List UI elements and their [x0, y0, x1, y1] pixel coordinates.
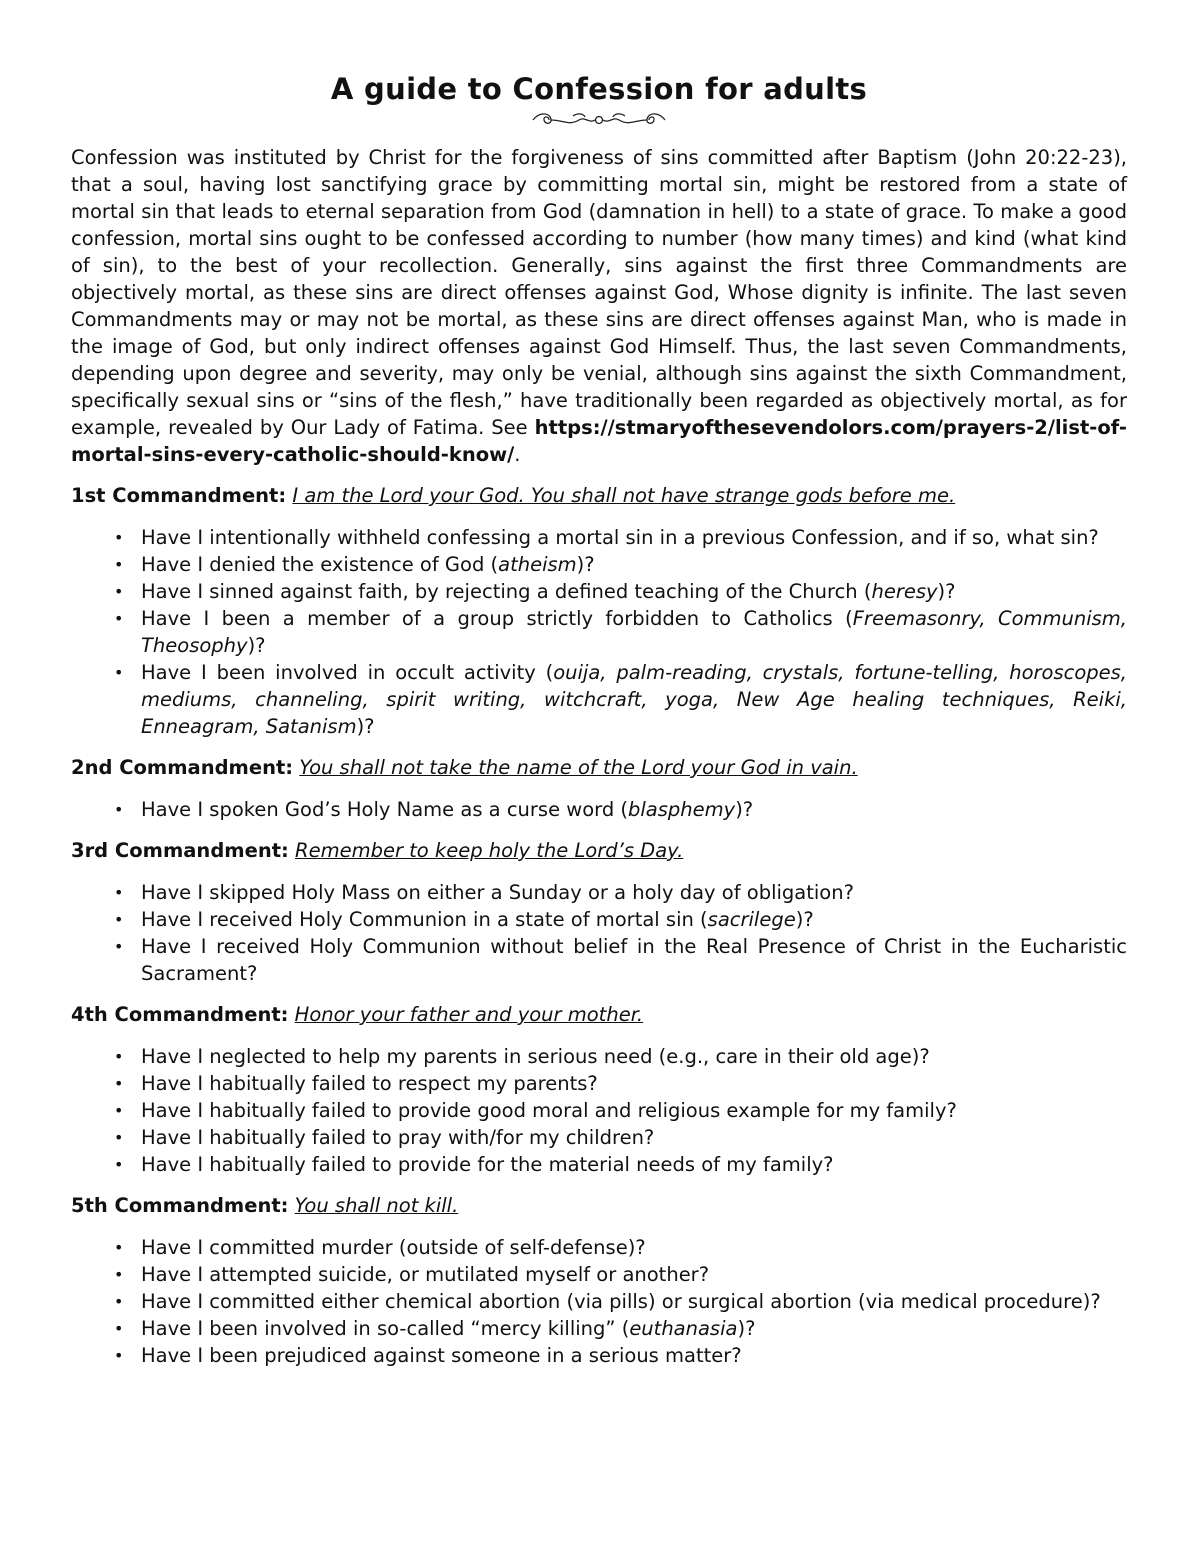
commandment-heading	[71, 482, 1127, 509]
question-text: Have I committed murder (outside of self-defense)?	[141, 1236, 646, 1259]
italic-term: ouija, palm-reading, crystals, fortune-telling, horoscopes, mediums, channeling, spirit writing, witchcraft, yoga, New Age healing techniques, Reiki, Enneagram, Satanism	[141, 661, 1127, 738]
list-item	[71, 605, 1127, 659]
intro-end: .	[514, 443, 521, 466]
bullet-icon: •	[114, 528, 124, 547]
bullet-icon: •	[114, 1346, 124, 1365]
question-text: Have I spoken God’s Holy Name as a curse word (	[141, 798, 629, 821]
list-item	[71, 1315, 1127, 1342]
commandment-label: 1st Commandment:	[71, 484, 287, 507]
italic-term: atheism	[498, 553, 577, 576]
question-text: )?	[356, 715, 375, 738]
list-item	[71, 1342, 1127, 1369]
italic-term: euthanasia	[629, 1317, 738, 1340]
bullet-icon: •	[114, 1238, 124, 1257]
bullet-icon: •	[114, 609, 124, 628]
commandment-heading	[71, 1001, 1127, 1028]
question-text: Have I received Holy Communion in a state of mortal sin (	[141, 908, 708, 931]
question-text: Have I sinned against faith, by rejecting a defined teaching of the Church (	[141, 580, 872, 603]
question-text: Have I attempted suicide, or mutilated myself or another?	[141, 1263, 710, 1286]
bullet-icon: •	[114, 1155, 124, 1174]
bullet-icon: •	[114, 582, 124, 601]
commandments-list	[71, 482, 1127, 1369]
bullet-icon: •	[114, 937, 124, 956]
list-item	[71, 1288, 1127, 1315]
list-item	[71, 879, 1127, 906]
question-text: )?	[737, 1317, 756, 1340]
question-list	[71, 1043, 1127, 1178]
question-text: Have I received Holy Communion without belief in the Real Presence of Christ in the Eucharistic Sacrament?	[141, 935, 1127, 985]
bullet-icon: •	[114, 1128, 124, 1147]
question-text: )?	[735, 798, 754, 821]
list-item	[71, 796, 1127, 823]
list-item	[71, 1070, 1127, 1097]
question-text: Have I neglected to help my parents in serious need (e.g., care in their old age)?	[141, 1045, 930, 1068]
commandment-heading	[71, 837, 1127, 864]
page-title: A guide to Confession for adults	[330, 72, 868, 106]
question-text: Have I committed either chemical abortion (via pills) or surgical abortion (via medical procedure)?	[141, 1290, 1101, 1313]
bullet-icon: •	[114, 1292, 124, 1311]
question-text: )?	[576, 553, 595, 576]
question-text: Have I intentionally withheld confessing a mortal sin in a previous Confession, and if so, what sin?	[141, 526, 1099, 549]
list-item	[71, 906, 1127, 933]
commandment-label: 5th Commandment:	[71, 1194, 289, 1217]
list-item	[71, 1151, 1127, 1178]
question-text: Have I skipped Holy Mass on either a Sunday or a holy day of obligation?	[141, 881, 854, 904]
commandment-quote: Honor your father and your mother.	[294, 1003, 644, 1026]
list-item	[71, 1261, 1127, 1288]
question-list	[71, 1234, 1127, 1369]
list-item	[71, 551, 1127, 578]
bullet-icon: •	[114, 663, 124, 682]
question-text: Have I been involved in occult activity (	[141, 661, 554, 684]
italic-term: blasphemy	[628, 798, 736, 821]
bullet-icon: •	[114, 1265, 124, 1284]
list-item	[71, 1043, 1127, 1070]
list-item	[71, 933, 1127, 987]
question-list	[71, 879, 1127, 987]
question-text: Have I been prejudiced against someone in a serious matter?	[141, 1344, 742, 1367]
list-item	[71, 524, 1127, 551]
commandment-quote: Remember to keep holy the Lord’s Day.	[295, 839, 684, 862]
italic-term: heresy	[871, 580, 938, 603]
commandment-heading	[71, 1192, 1127, 1219]
commandment-label: 3rd Commandment:	[71, 839, 289, 862]
commandment-label: 2nd Commandment:	[71, 756, 294, 779]
intro-paragraph	[71, 144, 1127, 468]
intro-text: Confession was instituted by Christ for the forgiveness of sins committed after Baptism (John 20:22-23), that a soul, having lost sanctifying grace by committing mortal sin, might be restored from a state of mortal sin that leads to eternal separation from God (damnation in hell) to a state of grace. To make a good confession, mortal sins ought to be confessed according to number (how many times) and kind (what kind of sin), to the best of your recollection. Generally, sins against the first three Commandments are objectively mortal, as these sins are direct offenses against God, Whose dignity is infinite. The last seven Commandments may or may not be mortal, as these sins are direct offenses against Man, who is made in the image of God, but only indirect offenses against God Himself. Thus, the last seven Commandments, depending upon degree and severity, may only be venial, although sins against the sixth Commandment, specifically sexual sins or “sins of the flesh,” have traditionally been regarded as objectively mortal, as for example, revealed by Our Lady of Fatima. See	[71, 146, 1127, 439]
bullet-icon: •	[114, 1319, 124, 1338]
question-text: Have I habitually failed to provide good moral and religious example for my family?	[141, 1099, 957, 1122]
question-text: )?	[795, 908, 814, 931]
italic-term: sacrilege	[707, 908, 796, 931]
bullet-icon: •	[114, 1074, 124, 1093]
question-text: Have I denied the existence of God (	[141, 553, 499, 576]
list-item	[71, 578, 1127, 605]
question-text: Have I been involved in so-called “mercy killing” (	[141, 1317, 630, 1340]
question-text: Have I habitually failed to pray with/for my children?	[141, 1126, 655, 1149]
list-item	[71, 659, 1127, 740]
document-page	[71, 68, 1127, 1369]
commandment-quote: I am the Lord your God. You shall not have strange gods before me.	[292, 484, 956, 507]
bullet-icon: •	[114, 1047, 124, 1066]
commandment-label: 4th Commandment:	[71, 1003, 289, 1026]
question-text: Have I habitually failed to provide for the material needs of my family?	[141, 1153, 834, 1176]
commandment-quote: You shall not kill.	[294, 1194, 459, 1217]
bullet-icon: •	[114, 555, 124, 574]
bullet-icon: •	[114, 800, 124, 819]
question-list	[71, 796, 1127, 823]
bullet-icon: •	[114, 1101, 124, 1120]
list-item	[71, 1097, 1127, 1124]
flourish-divider-icon	[529, 110, 669, 130]
commandment-quote: You shall not take the name of the Lord your God in vain.	[299, 756, 858, 779]
italic-term: Freemasonry, Communism, Theosophy	[141, 607, 1127, 657]
question-text: )?	[937, 580, 956, 603]
bullet-icon: •	[114, 883, 124, 902]
reference-link[interactable]: https://stmaryofthesevendolors.com/prayers-2/list-of-mortal-sins-every-catholic-should-know/	[71, 416, 1127, 466]
list-item	[71, 1124, 1127, 1151]
question-list	[71, 524, 1127, 740]
commandment-heading	[71, 754, 1127, 781]
bullet-icon: •	[114, 910, 124, 929]
question-text: Have I habitually failed to respect my parents?	[141, 1072, 598, 1095]
list-item	[71, 1234, 1127, 1261]
question-text: )?	[247, 634, 266, 657]
question-text: Have I been a member of a group strictly forbidden to Catholics (	[141, 607, 853, 630]
